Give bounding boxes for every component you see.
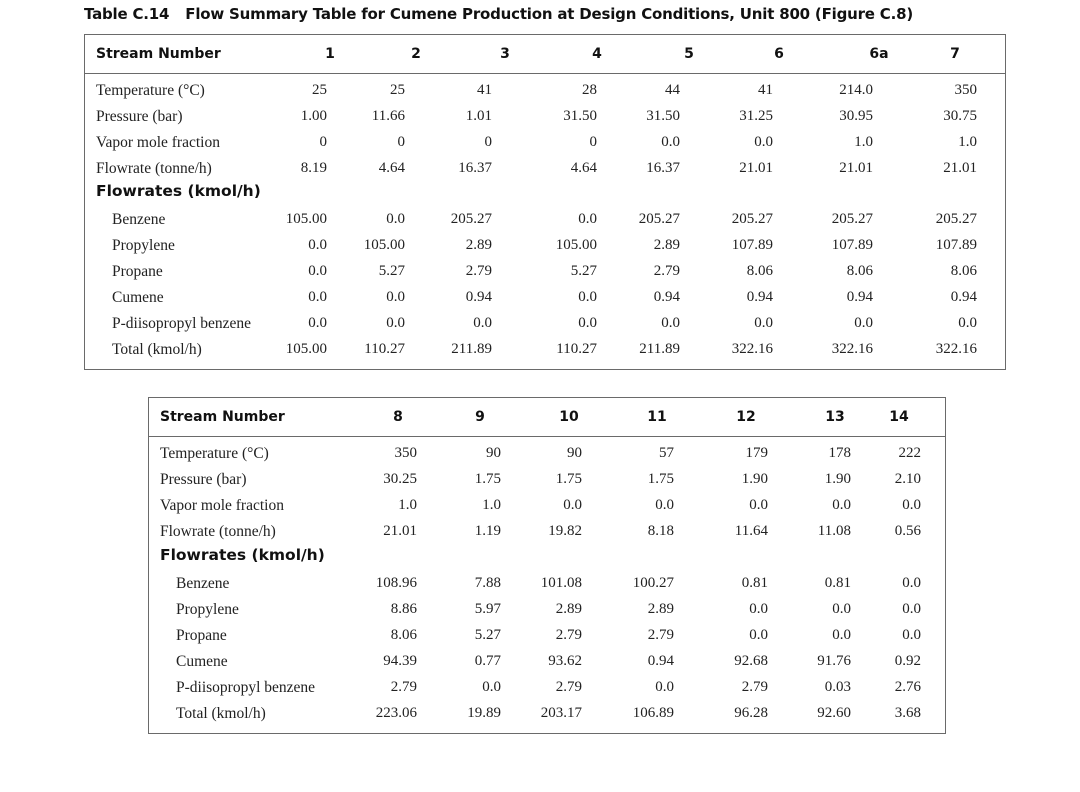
- component-label: Propane: [176, 627, 227, 644]
- stream-column-header: 6: [774, 46, 784, 62]
- cell-value: 1.00: [300, 108, 327, 124]
- cell-value: 57: [659, 445, 674, 461]
- cell-value: 90: [567, 445, 582, 461]
- cell-value: 28: [582, 82, 597, 98]
- header-row: [149, 398, 945, 437]
- cell-value: 2.79: [653, 263, 680, 279]
- cell-value: 25: [312, 82, 327, 98]
- stream-column-header: 4: [592, 46, 602, 62]
- cell-value: 2.79: [741, 679, 768, 695]
- cell-value: 0.56: [894, 523, 921, 539]
- cell-value: 1.0: [958, 134, 977, 150]
- cell-value: 4.64: [378, 160, 405, 176]
- cell-value: 2.79: [390, 679, 417, 695]
- component-row: [149, 624, 945, 650]
- cell-value: 222: [898, 445, 921, 461]
- cell-value: 1.01: [465, 108, 492, 124]
- row-label: Vapor mole fraction: [160, 497, 284, 514]
- cell-value: 0.81: [741, 575, 768, 591]
- property-row: [149, 442, 945, 468]
- stream-column-header: 9: [475, 409, 485, 425]
- stream-column-header: 13: [825, 409, 845, 425]
- cell-value: 107.89: [731, 237, 773, 253]
- stream-column-header: 6a: [869, 46, 889, 62]
- component-label: Propylene: [176, 601, 239, 618]
- component-row: [149, 598, 945, 624]
- cell-value: 21.01: [383, 523, 417, 539]
- cell-value: 110.27: [364, 341, 405, 357]
- component-label: Total (kmol/h): [112, 341, 202, 358]
- property-row: [85, 79, 1005, 105]
- flow-summary-table-2: [148, 397, 946, 734]
- cell-value: 8.06: [950, 263, 977, 279]
- row-label: Flowrate (tonne/h): [160, 523, 276, 540]
- cell-value: 1.19: [474, 523, 501, 539]
- cell-value: 7.88: [474, 575, 501, 591]
- cell-value: 0: [319, 134, 327, 150]
- cell-value: 0.0: [655, 679, 674, 695]
- cell-value: 0.0: [655, 497, 674, 513]
- cell-value: 1.0: [482, 497, 501, 513]
- cell-value: 31.50: [563, 108, 597, 124]
- cell-value: 92.60: [817, 705, 851, 721]
- property-row: [149, 494, 945, 520]
- cell-value: 2.79: [647, 627, 674, 643]
- cell-value: 0.94: [746, 289, 773, 305]
- cell-value: 0.0: [754, 315, 773, 331]
- cell-value: 2.89: [465, 237, 492, 253]
- cell-value: 21.01: [839, 160, 873, 176]
- cell-value: 0.0: [308, 289, 327, 305]
- cell-value: 96.28: [734, 705, 768, 721]
- cell-value: 205.27: [935, 211, 977, 227]
- cell-value: 30.75: [943, 108, 977, 124]
- cell-value: 0.0: [902, 601, 921, 617]
- cell-value: 21.01: [739, 160, 773, 176]
- row-label: Temperature (°C): [96, 82, 205, 99]
- cell-value: 31.50: [646, 108, 680, 124]
- row-label: Vapor mole fraction: [96, 134, 220, 151]
- cell-value: 44: [665, 82, 680, 98]
- cell-value: 0.0: [749, 627, 768, 643]
- cell-value: 105.00: [555, 237, 597, 253]
- cell-value: 0.0: [749, 497, 768, 513]
- cell-value: 16.37: [458, 160, 492, 176]
- property-row: [149, 520, 945, 546]
- component-row: [85, 286, 1005, 312]
- cell-value: 0.94: [465, 289, 492, 305]
- cell-value: 25: [390, 82, 405, 98]
- property-row: [85, 131, 1005, 157]
- cell-value: 11.66: [371, 108, 405, 124]
- cell-value: 2.10: [894, 471, 921, 487]
- cell-value: 0.77: [474, 653, 501, 669]
- component-label: Cumene: [176, 653, 228, 670]
- cell-value: 0.0: [482, 679, 501, 695]
- cell-value: 5.97: [474, 601, 501, 617]
- component-row: [85, 260, 1005, 286]
- cell-value: 0.94: [846, 289, 873, 305]
- cell-value: 0.94: [647, 653, 674, 669]
- component-row: [149, 702, 945, 728]
- cell-value: 107.89: [831, 237, 873, 253]
- cell-value: 1.75: [555, 471, 582, 487]
- cell-value: 350: [954, 82, 977, 98]
- cell-value: 0.0: [661, 315, 680, 331]
- cell-value: 205.27: [831, 211, 873, 227]
- cell-value: 0.0: [902, 627, 921, 643]
- cell-value: 2.76: [894, 679, 921, 695]
- cell-value: 105.00: [363, 237, 405, 253]
- cell-value: 2.79: [555, 679, 582, 695]
- stream-column-header: 10: [559, 409, 579, 425]
- cell-value: 8.06: [390, 627, 417, 643]
- cell-value: 8.86: [390, 601, 417, 617]
- cell-value: 11.64: [734, 523, 768, 539]
- cell-value: 21.01: [943, 160, 977, 176]
- cell-value: 0.0: [754, 134, 773, 150]
- cell-value: 0.0: [958, 315, 977, 331]
- cell-value: 92.68: [734, 653, 768, 669]
- cell-value: 0.0: [578, 315, 597, 331]
- cell-value: 106.89: [632, 705, 674, 721]
- stream-column-header: 12: [736, 409, 756, 425]
- cell-value: 0.0: [578, 289, 597, 305]
- cell-value: 205.27: [638, 211, 680, 227]
- cell-value: 2.89: [653, 237, 680, 253]
- cell-value: 105.00: [285, 341, 327, 357]
- cell-value: 0: [589, 134, 597, 150]
- cell-value: 0.03: [824, 679, 851, 695]
- cell-value: 41: [758, 82, 773, 98]
- property-row: [85, 157, 1005, 183]
- cell-value: 322.16: [935, 341, 977, 357]
- cell-value: 30.95: [839, 108, 873, 124]
- stream-column-header: 2: [411, 46, 421, 62]
- cell-value: 16.37: [646, 160, 680, 176]
- row-label: Pressure (bar): [96, 108, 183, 125]
- component-label: Propylene: [112, 237, 175, 254]
- cell-value: 0.0: [308, 237, 327, 253]
- cell-value: 223.06: [375, 705, 417, 721]
- property-row: [149, 468, 945, 494]
- stream-column-header: 1: [325, 46, 335, 62]
- component-label: Total (kmol/h): [176, 705, 266, 722]
- component-row: [85, 234, 1005, 260]
- cell-value: 19.89: [467, 705, 501, 721]
- cell-value: 108.96: [375, 575, 417, 591]
- stream-column-header: 7: [950, 46, 960, 62]
- component-row: [85, 312, 1005, 338]
- cell-value: 211.89: [639, 341, 680, 357]
- component-row: [149, 650, 945, 676]
- cell-value: 322.16: [731, 341, 773, 357]
- cell-value: 2.79: [465, 263, 492, 279]
- cell-value: 214.0: [839, 82, 873, 98]
- cell-value: 0.0: [854, 315, 873, 331]
- cell-value: 8.06: [846, 263, 873, 279]
- row-label: Flowrate (tonne/h): [96, 160, 212, 177]
- cell-value: 8.18: [647, 523, 674, 539]
- cell-value: 203.17: [540, 705, 582, 721]
- component-label: Benzene: [112, 211, 166, 228]
- cell-value: 2.79: [555, 627, 582, 643]
- cell-value: 205.27: [450, 211, 492, 227]
- stream-number-header: Stream Number: [96, 46, 221, 62]
- cell-value: 110.27: [556, 341, 597, 357]
- cell-value: 8.19: [300, 160, 327, 176]
- table-title: Flow Summary Table for Cumene Production at Design Conditions, Unit 800 (Figure C.8): [185, 5, 913, 23]
- component-row: [85, 338, 1005, 364]
- cell-value: 0.0: [832, 601, 851, 617]
- cell-value: 1.90: [824, 471, 851, 487]
- component-label: P-diisopropyl benzene: [112, 315, 252, 332]
- component-label: Benzene: [176, 575, 230, 592]
- cell-value: 0.94: [950, 289, 977, 305]
- stream-column-header: 14: [889, 409, 909, 425]
- cell-value: 2.89: [555, 601, 582, 617]
- cell-value: 3.68: [894, 705, 921, 721]
- cell-value: 8.06: [746, 263, 773, 279]
- component-label: P-diisopropyl benzene: [176, 679, 316, 696]
- stream-number-header: Stream Number: [160, 409, 285, 425]
- cell-value: 0.0: [902, 575, 921, 591]
- cell-value: 0.0: [832, 497, 851, 513]
- cell-value: 322.16: [831, 341, 873, 357]
- cell-value: 5.27: [474, 627, 501, 643]
- cell-value: 211.89: [451, 341, 492, 357]
- cell-value: 101.08: [540, 575, 582, 591]
- cell-value: 0.94: [653, 289, 680, 305]
- component-row: [149, 676, 945, 702]
- cell-value: 0: [397, 134, 405, 150]
- cell-value: 0.0: [308, 263, 327, 279]
- cell-value: 1.0: [398, 497, 417, 513]
- cell-value: 105.00: [285, 211, 327, 227]
- flow-summary-table-1: [84, 34, 1006, 370]
- cell-value: 11.08: [817, 523, 851, 539]
- cell-value: 0.0: [308, 315, 327, 331]
- cell-value: 1.0: [854, 134, 873, 150]
- flowrates-section-heading: Flowrates (kmol/h): [96, 182, 261, 200]
- component-label: Propane: [112, 263, 163, 280]
- cell-value: 30.25: [383, 471, 417, 487]
- table-caption: [84, 5, 913, 23]
- cell-value: 0.0: [661, 134, 680, 150]
- flowrates-section-heading: Flowrates (kmol/h): [160, 546, 325, 564]
- stream-column-header: 5: [684, 46, 694, 62]
- cell-value: 0.0: [563, 497, 582, 513]
- table-number: Table C.14: [84, 5, 170, 23]
- cell-value: 94.39: [383, 653, 417, 669]
- cell-value: 5.27: [570, 263, 597, 279]
- cell-value: 93.62: [548, 653, 582, 669]
- component-row: [149, 572, 945, 598]
- cell-value: 0.0: [832, 627, 851, 643]
- cell-value: 91.76: [817, 653, 851, 669]
- cell-value: 0.0: [386, 315, 405, 331]
- cell-value: 0.0: [473, 315, 492, 331]
- cell-value: 178: [828, 445, 851, 461]
- component-row: [85, 208, 1005, 234]
- cell-value: 0.0: [749, 601, 768, 617]
- header-row: [85, 35, 1005, 74]
- cell-value: 31.25: [739, 108, 773, 124]
- cell-value: 0.81: [824, 575, 851, 591]
- stream-column-header: 3: [500, 46, 510, 62]
- cell-value: 4.64: [570, 160, 597, 176]
- cell-value: 1.75: [647, 471, 674, 487]
- cell-value: 0: [484, 134, 492, 150]
- cell-value: 41: [477, 82, 492, 98]
- cell-value: 0.0: [578, 211, 597, 227]
- row-label: Temperature (°C): [160, 445, 269, 462]
- cell-value: 107.89: [935, 237, 977, 253]
- cell-value: 0.0: [386, 211, 405, 227]
- cell-value: 0.0: [902, 497, 921, 513]
- cell-value: 0.92: [894, 653, 921, 669]
- stream-column-header: 11: [647, 409, 667, 425]
- cell-value: 2.89: [647, 601, 674, 617]
- component-label: Cumene: [112, 289, 164, 306]
- cell-value: 205.27: [731, 211, 773, 227]
- cell-value: 1.90: [741, 471, 768, 487]
- cell-value: 179: [745, 445, 768, 461]
- stream-column-header: 8: [393, 409, 403, 425]
- cell-value: 100.27: [632, 575, 674, 591]
- cell-value: 90: [486, 445, 501, 461]
- row-label: Pressure (bar): [160, 471, 247, 488]
- cell-value: 0.0: [386, 289, 405, 305]
- property-row: [85, 105, 1005, 131]
- cell-value: 19.82: [548, 523, 582, 539]
- cell-value: 1.75: [474, 471, 501, 487]
- cell-value: 350: [394, 445, 417, 461]
- cell-value: 5.27: [378, 263, 405, 279]
